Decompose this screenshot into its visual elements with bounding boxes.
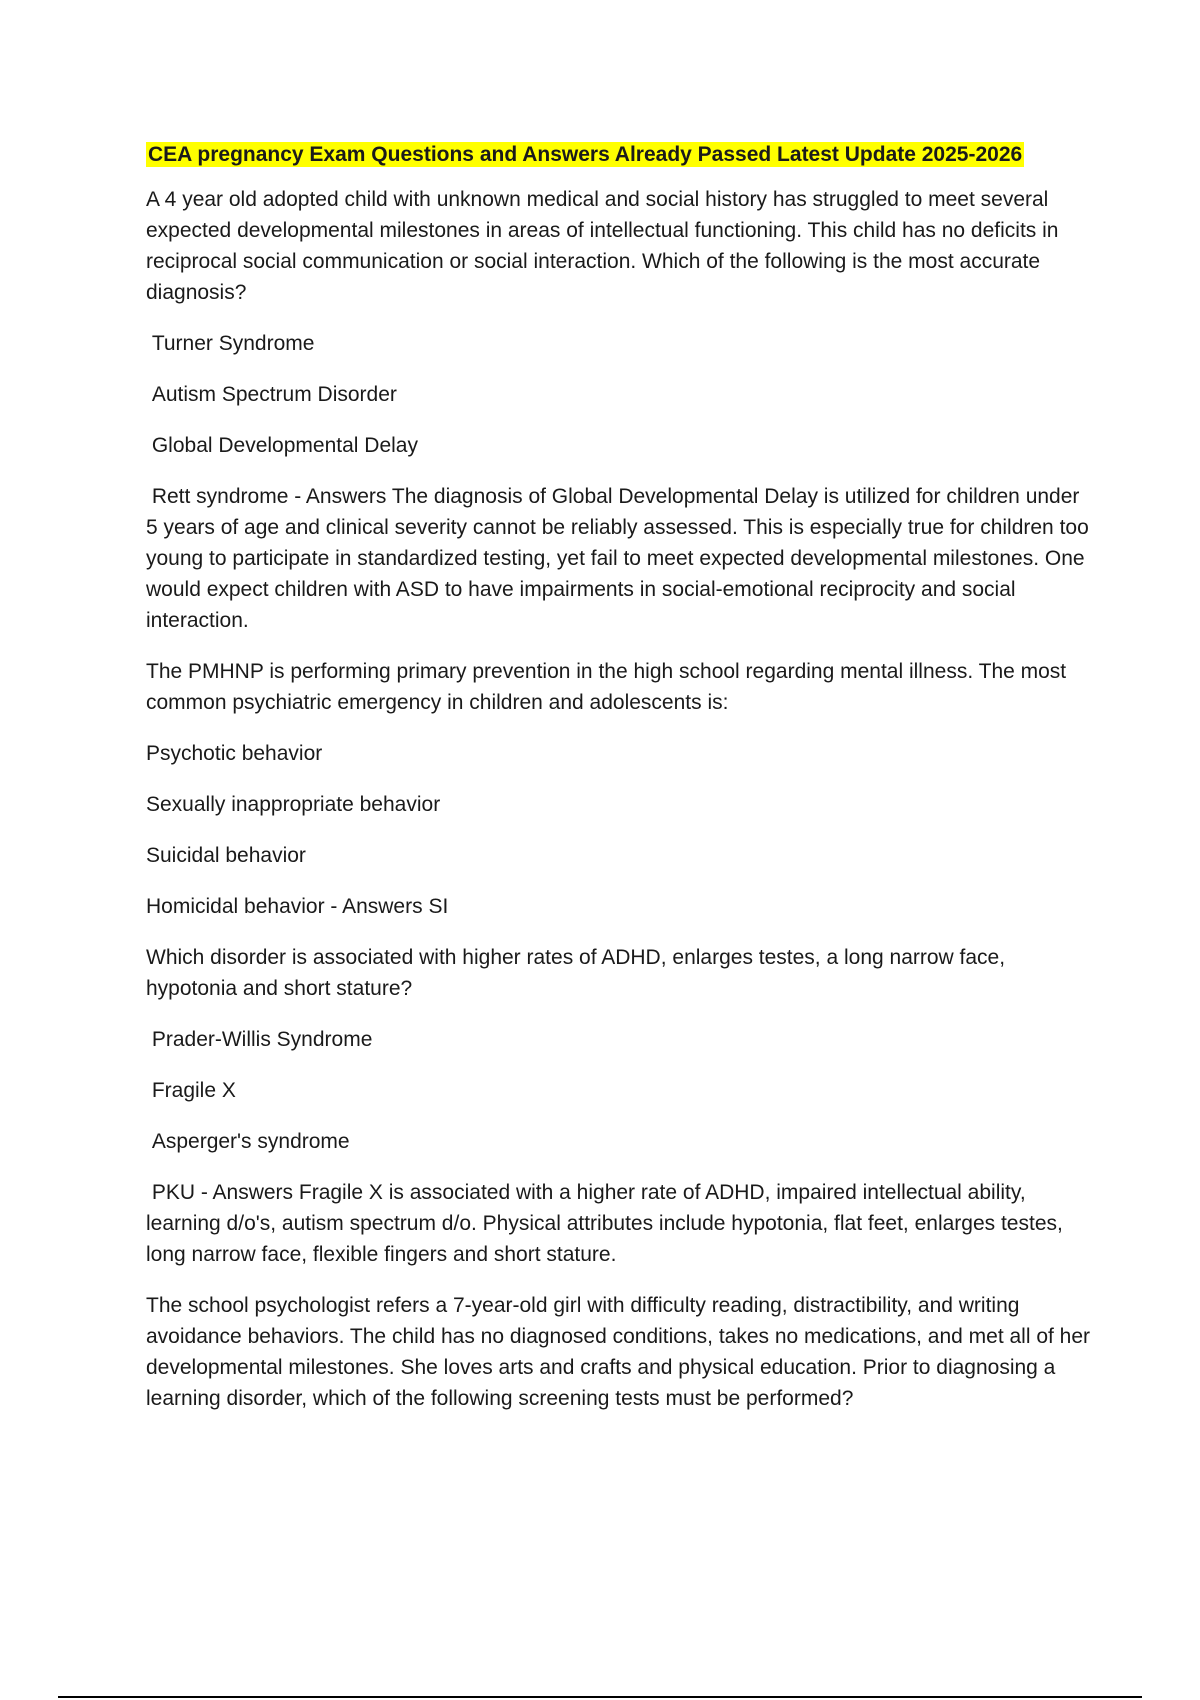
title-block — [146, 140, 1096, 170]
question-2-text: The PMHNP is performing primary prevention in the high school regarding mental illness. The most common psychiatric emergency in children and adolescents is: — [146, 660, 1067, 714]
question-2-option-a: Psychotic behavior — [146, 742, 323, 765]
question-3-option-a: Prader-Willis Syndrome — [146, 1028, 373, 1051]
document-page — [146, 140, 1096, 1434]
question-1-text: A 4 year old adopted child with unknown medical and social history has struggled to meet several expected developmental milestones in areas of intellectual functioning. This child has no deficits in reciprocal social communication or social interaction. Which of the following is the most accurate diagnosis? — [146, 188, 1059, 304]
question-2-answer: Homicidal behavior - Answers SI — [146, 895, 449, 918]
question-1-answer: Rett syndrome - Answers The diagnosis of Global Developmental Delay is utilized for children under 5 years of age and clinical severity cannot be reliably assessed. This is especially true for children too young to participate in standardized testing, yet fail to meet expected developmental milestones. One would expect children with ASD to have impairments in social-emotional reciprocity and social interaction. — [146, 485, 1089, 632]
document-title: CEA pregnancy Exam Questions and Answers Already Passed Latest Update 2025-2026 — [148, 143, 1023, 166]
question-3-option-c: Asperger's syndrome — [146, 1130, 350, 1153]
question-4-text: The school psychologist refers a 7-year-old girl with difficulty reading, distractibility, and writing avoidance behaviors. The child has no diagnosed conditions, takes no medications, and met all of her developmental milestones. She loves arts and crafts and physical education. Prior to diagnosing a learning disorder, which of the following screening tests must be performed? — [146, 1294, 1091, 1410]
question-3-option-b: Fragile X — [146, 1079, 236, 1102]
question-1-option-b: Autism Spectrum Disorder — [146, 383, 397, 406]
question-1-option-a: Turner Syndrome — [146, 332, 315, 355]
question-2-option-c: Suicidal behavior — [146, 844, 306, 867]
question-2-option-b: Sexually inappropriate behavior — [146, 793, 441, 816]
page-bottom-rule — [58, 1696, 1142, 1698]
question-3-text: Which disorder is associated with higher rates of ADHD, enlarges testes, a long narrow face, hypotonia and short stature? — [146, 946, 1006, 1000]
question-3-answer: PKU - Answers Fragile X is associated with a higher rate of ADHD, impaired intellectual ability, learning d/o's, autism spectrum d/o. Physical attributes include hypotonia, flat feet, enlarges testes, long narrow face, flexible fingers and short stature. — [146, 1181, 1063, 1266]
question-1-option-c: Global Developmental Delay — [146, 434, 418, 457]
